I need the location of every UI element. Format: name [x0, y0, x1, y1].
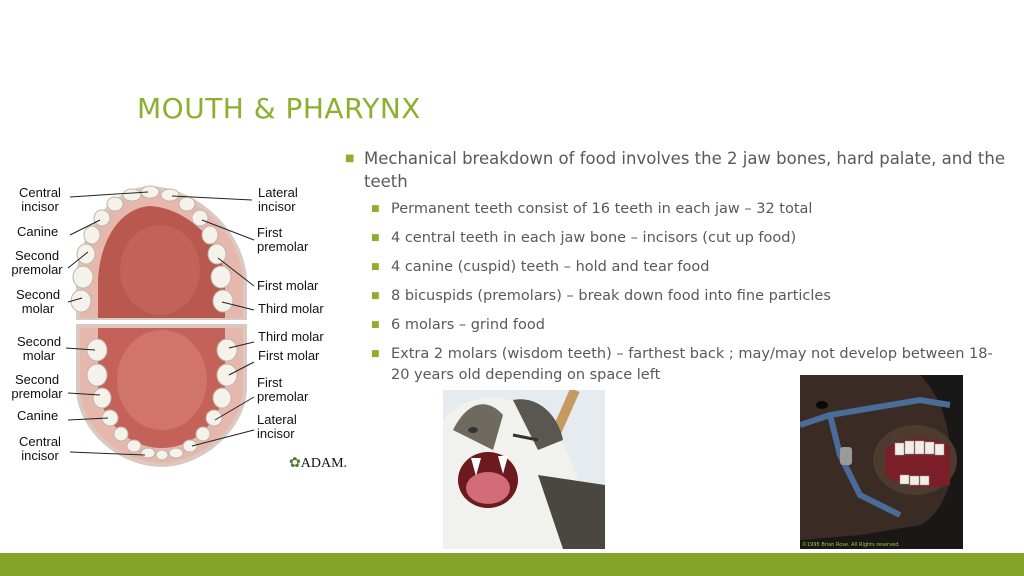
bullet-icon: ■	[371, 349, 380, 359]
footer-accent-bar	[0, 553, 1024, 576]
sub-bullet-text: Permanent teeth consist of 16 teeth in each jaw – 32 total	[391, 201, 813, 217]
sub-bullet	[345, 286, 1010, 307]
label-lower-second-molar: Second molar	[16, 334, 62, 363]
label-lower-first-premolar: First premolar	[257, 375, 309, 404]
label-upper-first-premolar: First premolar	[257, 225, 309, 254]
main-bullet-text: Mechanical breakdown of food involves the 2 jaw bones, hard palate, and the teeth	[364, 149, 1005, 191]
bullet-icon: ■	[371, 291, 380, 301]
adam-logo	[289, 455, 347, 472]
logo-text: ADAM.	[300, 456, 348, 471]
cat-photo	[443, 390, 605, 549]
horse-photo-art	[800, 375, 963, 549]
label-lower-canine: Canine	[17, 408, 59, 423]
slide-title: MOUTH & PHARYNX	[137, 92, 421, 125]
label-lower-second-premolar: Second premolar	[11, 372, 63, 401]
bullet-icon: ■	[371, 233, 380, 243]
label-upper-lateral-incisor: Lateral incisor	[258, 185, 298, 214]
sub-bullet-list	[345, 199, 1010, 386]
label-upper-second-premolar: Second premolar	[11, 248, 63, 277]
label-upper-third-molar: Third molar	[258, 301, 324, 316]
sub-bullet-text: 6 molars – grind food	[391, 317, 545, 333]
label-lower-third-molar: Third molar	[258, 329, 324, 344]
bullet-icon: ■	[345, 153, 355, 164]
bullet-list	[345, 147, 1010, 394]
horse-photo	[800, 375, 963, 549]
sub-bullet	[345, 228, 1010, 249]
label-lower-first-molar: First molar	[258, 348, 320, 363]
sub-bullet-text: 4 canine (cuspid) teeth – hold and tear food	[391, 259, 710, 275]
cat-photo-art	[443, 390, 605, 549]
bullet-icon: ■	[371, 204, 380, 214]
sub-bullet-text: 8 bicuspids (premolars) – break down food into fine particles	[391, 288, 831, 304]
label-upper-canine: Canine	[17, 224, 59, 239]
bullet-icon: ■	[371, 262, 380, 272]
sub-bullet	[345, 257, 1010, 278]
photo-copyright: ©1995 Brian Rose. All Rights reserved.	[802, 542, 900, 548]
sub-bullet	[345, 315, 1010, 336]
label-lower-lateral-incisor: Lateral incisor	[257, 412, 297, 441]
bullet-icon: ■	[371, 320, 380, 330]
sub-bullet-text: Extra 2 molars (wisdom teeth) – farthest back ; may/may not develop between 18-20 years old depending on space left	[391, 346, 993, 383]
sub-bullet	[345, 199, 1010, 220]
label-upper-central-incisor: Central incisor	[19, 185, 61, 214]
main-bullet	[345, 147, 1010, 193]
label-upper-second-molar: Second molar	[15, 287, 61, 316]
logo-leaf-icon: ✿	[289, 456, 301, 471]
sub-bullet-text: 4 central teeth in each jaw bone – incisors (cut up food)	[391, 230, 797, 246]
label-lower-central-incisor: Central incisor	[19, 434, 61, 463]
label-upper-first-molar: First molar	[257, 278, 319, 293]
